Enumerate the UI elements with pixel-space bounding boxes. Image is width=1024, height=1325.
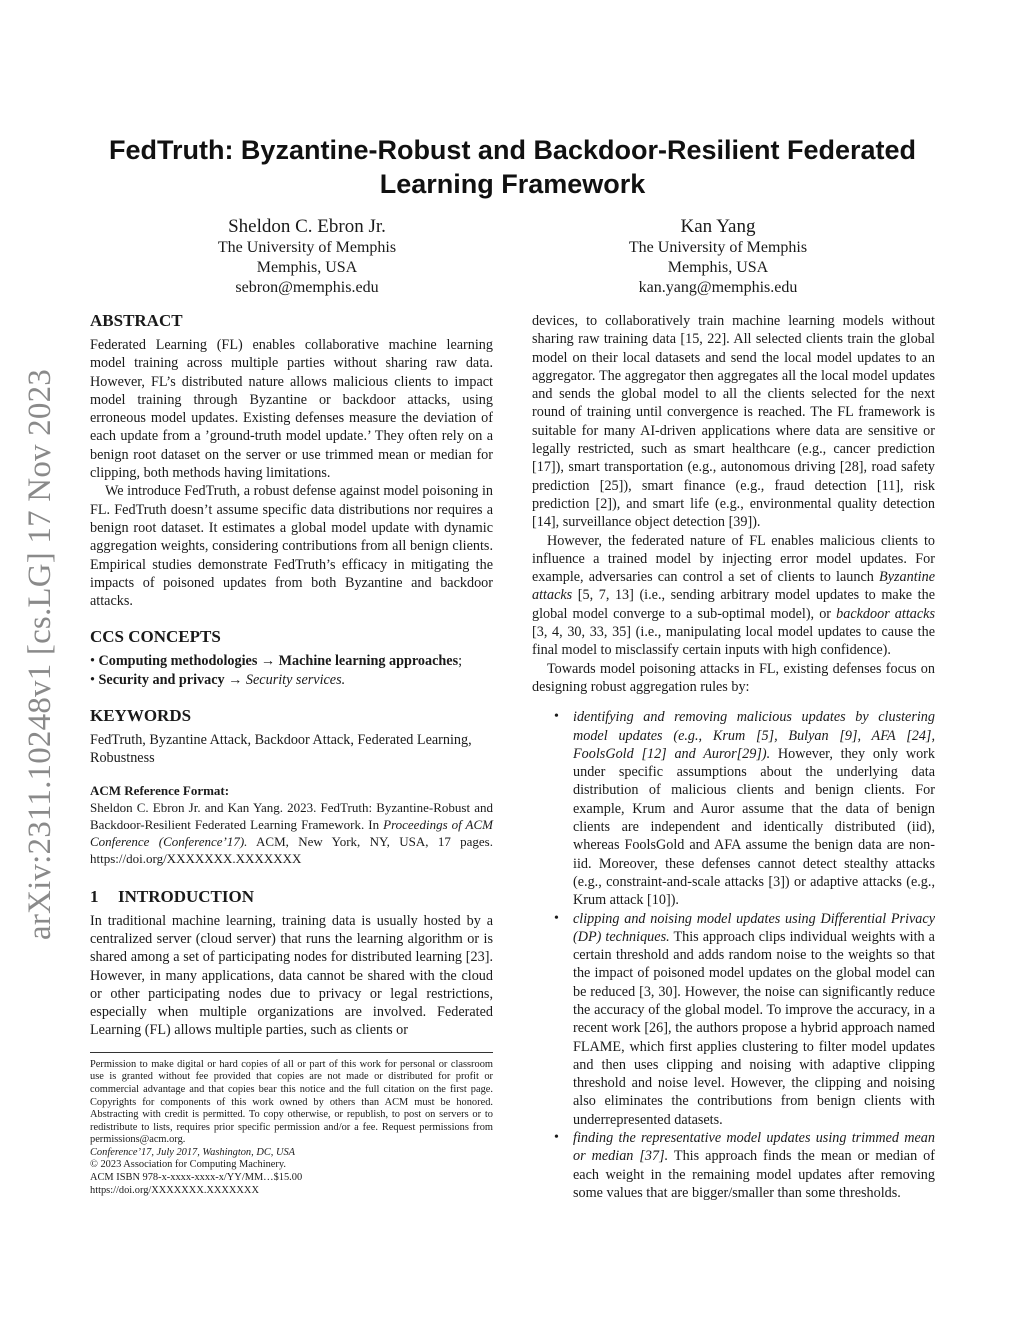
abstract-heading: ABSTRACT — [90, 311, 183, 330]
list-item: • identifying and removing malicious updates by clustering model updates (e.g., Krum [5], Bulyan [9], AFA [24], FoolsGold [12] and Auror[29]). However, they only work under specific assumptions about the underlying data distribution of malicious clients and benign clients. For example, Krum and Auror assume that the data of benign clients are independent and identically distributed (iid), whereas FoolsGold and AFA assume the benign data are non-iid. Moreover, these defenses cannot detect stealthy attacks (e.g., constraint-and-scale attacks [3]) or adaptive attacks (e.g., Krum attack [10]). — [554, 709, 935, 909]
acm-reference-heading: ACM Reference Format: — [90, 782, 230, 798]
author-affiliation: The University of Memphis — [628, 239, 808, 256]
right-column — [532, 312, 935, 1202]
author-location: Memphis, USA — [256, 259, 358, 276]
arxiv-identifier-stamp: arXiv:2311.10248v1 [cs.LG] 17 Nov 2023 — [22, 369, 58, 940]
ccs-concept-line: • Security and privacy → Security services. — [90, 671, 346, 688]
bullet-icon: • — [554, 709, 559, 725]
doi-link[interactable]: https://doi.org/XXXXXXX.XXXXXXX — [90, 1184, 259, 1196]
introduction-heading: 1 INTRODUCTION — [90, 886, 255, 906]
author-location: Memphis, USA — [667, 259, 769, 276]
author-affiliation: The University of Memphis — [217, 239, 397, 256]
permission-notice: Permission to make digital or hard copies of all or part of this work for personal or classroom use is granted without fee provided that copies are not made or distributed for profit or commercial advantage and that copies bear this notice and the full citation on the first page. Copyrights for components of this work owned by others than ACM must be honored. Abstracting with credit is permitted. To copy otherwise, or republish, to post on servers or to redistribute to lists, requires prior specific permission and/or a fee. Request permissions from permissions@acm.org. — [90, 1058, 493, 1146]
author-name: Kan Yang — [680, 216, 756, 237]
copyright-notice: © 2023 Association for Computing Machinery. — [90, 1159, 286, 1171]
bullet-icon: • — [554, 1130, 559, 1146]
introduction-paragraph: In traditional machine learning, training data is usually hosted by a centralized server (cloud server) that runs the learning algorithm or is shared among a set of participating nodes for distributed learning [23]. However, in many applications, data cannot be shared with the cloud or other participating nodes due to privacy or legal restrictions, especially when multiple organizations are involved. Federated Learning (FL) allows multiple parties, such as clients or — [90, 912, 493, 1039]
author-email[interactable]: sebron@memphis.edu — [235, 279, 379, 296]
body-paragraph: Towards model poisoning attacks in FL, existing defenses focus on designing robust aggregation rules by: — [532, 660, 935, 695]
ccs-heading: CCS CONCEPTS — [90, 627, 221, 647]
acm-reference-text: Sheldon C. Ebron Jr. and Kan Yang. 2023. FedTruth: Byzantine-Robust and Backdoor-Resilient Federated Learning Framework. In Proceedings of ACM Conference (Conference’17). ACM, New York, NY, USA, 17 pages. https://doi.org/XXXXXXX.XXXXXXX — [90, 799, 493, 866]
footnote-divider — [90, 1052, 493, 1053]
author-email[interactable]: kan.yang@memphis.edu — [638, 279, 798, 296]
permission-footnote — [90, 1059, 493, 1198]
abstract-paragraph: Federated Learning (FL) enables collaborative machine learning model training across multiple parties without sharing raw data. However, FL’s distributed nature allows malicious clients to impact model training through Byzantine or backdoor attacks, using erroneous model updates. Existing defenses measure the deviation of each update from a ’ground-truth model update.’ They often rely on a benign root dataset on the server or use trimmed mean or median for clipping, both methods having limitations. — [90, 337, 493, 482]
left-column — [90, 310, 493, 1197]
keywords-heading: KEYWORDS — [90, 706, 192, 726]
ccs-concept-line: • Computing methodologies → Machine learning approaches; — [90, 653, 463, 670]
bullet-icon: • — [554, 910, 559, 926]
ccs-concepts — [90, 652, 493, 689]
list-item: • clipping and noising model updates using Differential Privacy (DP) techniques. This approach clips individual weights with a certain threshold and adds random noise to the weights so that the impact of poisoned model updates on the global model can be reduced [3, 30]. However, the noise can significantly reduce the accuracy of the global model. To improve the accuracy, in a recent work [26], the authors propose a hybrid approach named FLAME, which first applies clustering to filter model updates and then uses clipping and noising with adaptive clipping threshold and noise level. However, the clipping and noising also eliminates the contributions from benign clients with underrepresented datasets. — [554, 910, 935, 1128]
author-name: Sheldon C. Ebron Jr. — [228, 216, 386, 237]
conference-info: Conference’17, July 2017, Washington, DC, USA — [90, 1146, 295, 1158]
author-block — [97, 216, 517, 298]
paper-title: FedTruth: Byzantine-Robust and Backdoor-Resilient Federated Learning Framework — [108, 135, 917, 199]
isbn-text: ACM ISBN 978-x-xxxx-xxxx-x/YY/MM…$15.00 — [90, 1172, 303, 1184]
list-item: • finding the representative model updates using trimmed mean or median [37]. This approach finds the mean or median of each weight in the remaining model updates after removing some values that are bigger/smaller than some thresholds. — [554, 1130, 935, 1201]
keywords-text: FedTruth, Byzantine Attack, Backdoor Attack, Federated Learning, Robustness — [90, 732, 472, 767]
author-block — [508, 216, 928, 298]
body-paragraph: devices, to collaboratively train machine learning models without sharing raw training data [15, 22]. All selected clients train the global model on their local datasets and send the local model updates to an aggregator. The aggregator then aggregates all the local model updates and sends the global model to all the clients selected for the next round of training until convergence is reached. The FL framework is suitable for many AI-driven applications where data are sensitive or legally restricted, such as smart healthcare (e.g., cancer prediction [17]), smart transportation (e.g., autonomous driving [28], road safety prediction [25]), smart finance (e.g., fraud detection [11], risk prediction [2]), and smart life (e.g., environmental quality detection [14], surveillance object detection [39]). — [532, 313, 935, 531]
abstract-paragraph: We introduce FedTruth, a robust defense against model poisoning in FL. FedTruth doesn’t assume specific data distributions nor requires a benign root dataset. It estimates a global model update with dynamic aggregation weights, considering contributions from all benign clients. Empirical studies demonstrate FedTruth’s efficacy in mitigating the impacts of poisoned updates from both Byzantine and backdoor attacks. — [90, 483, 493, 610]
defense-list — [532, 708, 935, 1202]
body-paragraph: However, the federated nature of FL enables malicious clients to influence a trained model by injecting error model updates. For example, adversaries can control a set of clients to launch Byzantine attacks [5, 7, 13] (i.e., sending arbitrary model updates to make the global model converge to a sub-optimal model), or backdoor attacks [3, 4, 30, 33, 35] (i.e., manipulating local model updates to cause the final model to misclassify certain inputs with high confidence). — [532, 532, 935, 659]
